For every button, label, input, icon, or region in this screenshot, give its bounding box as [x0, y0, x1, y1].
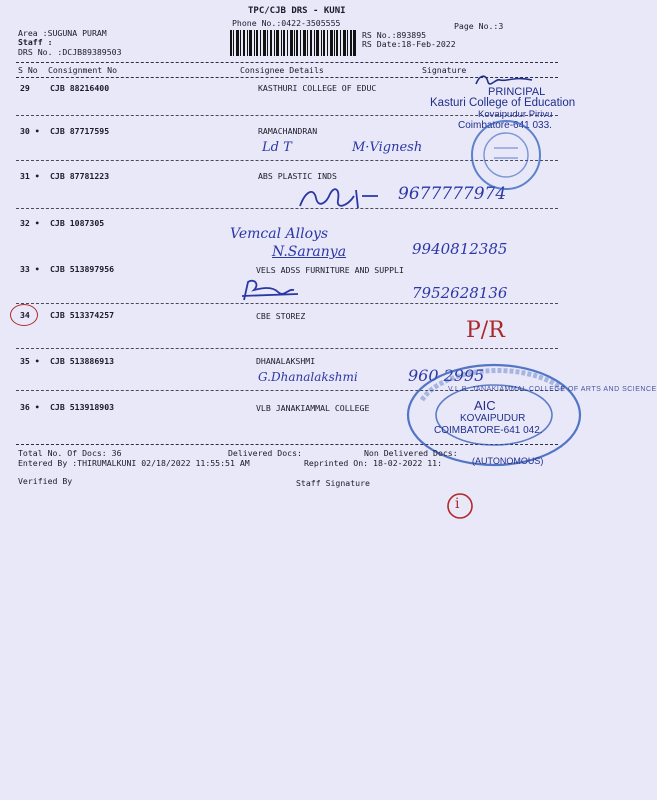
- stamp-city: Coimbatore-641 033.: [458, 120, 552, 131]
- signature-handwriting: N.Saranya: [272, 244, 347, 260]
- row-divider: [16, 348, 558, 349]
- barcode: [230, 30, 356, 56]
- seal-city: COIMBATORE-641 042.: [434, 425, 543, 436]
- pr-note-handwriting: P/R: [466, 318, 505, 343]
- col-consignment: Consignment No: [48, 65, 118, 75]
- seal-ring-text: V.L.B. JANAKIAMMAL COLLEGE OF ARTS AND SCIENCE: [448, 386, 657, 393]
- row-sno: 34: [20, 310, 30, 320]
- verified-by: Verified By: [18, 476, 73, 486]
- phone-handwriting: 9940812385: [412, 240, 508, 258]
- signature-handwriting: M·Vignesh: [352, 140, 423, 155]
- stamp-college-name: Kasturi College of Education: [430, 97, 576, 109]
- row-consignee: ABS PLASTIC INDS: [258, 171, 337, 181]
- seal-initials: AIC: [474, 398, 496, 413]
- handwritten-mark-circle: [446, 492, 474, 520]
- row-consignment: CJB 513897956: [50, 264, 115, 274]
- row-consignment: CJB 1087305: [50, 218, 105, 228]
- row-consignment: CJB 513886913: [50, 356, 115, 366]
- staff-label: Staff :: [18, 37, 53, 47]
- rs-number: RS No.:893895: [362, 30, 427, 40]
- row-divider: [16, 115, 558, 116]
- row-consignee: VLB JANAKIAMMAL COLLEGE: [256, 403, 370, 413]
- signature-handwriting: Ld T: [262, 140, 292, 155]
- row-sno: 35 •: [20, 356, 40, 366]
- row-sno: 33 •: [20, 264, 40, 274]
- header-top-rule: [16, 62, 558, 63]
- stamp-principal: PRINCIPAL: [488, 86, 546, 98]
- row-consignment: CJB 88216400: [50, 83, 110, 93]
- col-signature: Signature: [422, 65, 467, 75]
- reprinted-on: Reprinted On: 18-02-2022 11:: [304, 458, 443, 468]
- drs-number: DRS No. :DCJB89389503: [18, 47, 122, 57]
- page-number: Page No.:3: [454, 21, 504, 31]
- phone-handwriting: 9677777974: [398, 184, 507, 204]
- col-sno: S No: [18, 65, 38, 75]
- row-consignment: CJB 513374257: [50, 310, 115, 320]
- seal-autonomous: (AUTONOMOUS): [472, 456, 544, 466]
- handwritten-signature-scribble: [238, 276, 308, 304]
- phone-handwriting: 7952628136: [412, 284, 508, 302]
- consignee-handwriting: Vemcal Alloys: [230, 226, 329, 242]
- row-divider: [16, 303, 558, 304]
- row-sno: 31 •: [20, 171, 40, 181]
- delivered-docs: Delivered Docs:: [228, 448, 302, 458]
- row-sno: 32 •: [20, 218, 40, 228]
- company-round-seal: [464, 118, 548, 192]
- row-consignee: KASTHURI COLLEGE OF EDUC: [258, 83, 377, 93]
- signature-handwriting: G.Dhanalakshmi: [258, 370, 358, 384]
- row-consignee: RAMACHANDRAN: [258, 126, 318, 136]
- col-consignee: Consignee Details: [240, 65, 324, 75]
- total-docs: Total No. Of Docs: 36: [18, 448, 122, 458]
- row-divider: [16, 208, 558, 209]
- row-consignment: CJB 513918903: [50, 402, 115, 412]
- row-consignee: CBE STOREZ: [256, 311, 306, 321]
- phone-number: Phone No.:0422-3505555: [232, 18, 341, 28]
- row-consignment: CJB 87781223: [50, 171, 110, 181]
- row-sno: 30 •: [20, 126, 40, 136]
- document-title: TPC/CJB DRS - KUNI: [248, 6, 346, 16]
- staff-signature-label: Staff Signature: [296, 478, 370, 488]
- phone-handwriting: 960 2995: [408, 366, 485, 385]
- row-consignment: CJB 87717595: [50, 126, 110, 136]
- entered-by: Entered By :THIRUMALKUNI 02/18/2022 11:55:51 AM: [18, 458, 250, 468]
- stamp-address: Kovaipudur Pirivu: [478, 109, 553, 120]
- seal-location: KOVAIPUDUR: [460, 413, 526, 424]
- area-label: Area :SUGUNA PURAM: [18, 28, 107, 38]
- row-consignee: VELS ADSS FURNITURE AND SUPPLI: [256, 265, 404, 275]
- row-consignee: DHANALAKSHMI: [256, 356, 316, 366]
- handwritten-mark: i: [455, 496, 460, 512]
- row-sno: 29: [20, 83, 30, 93]
- row-sno: 36 •: [20, 402, 40, 412]
- rs-date: RS Date:18-Feb-2022: [362, 39, 456, 49]
- non-delivered-docs: Non Delivered Docs:: [364, 448, 458, 458]
